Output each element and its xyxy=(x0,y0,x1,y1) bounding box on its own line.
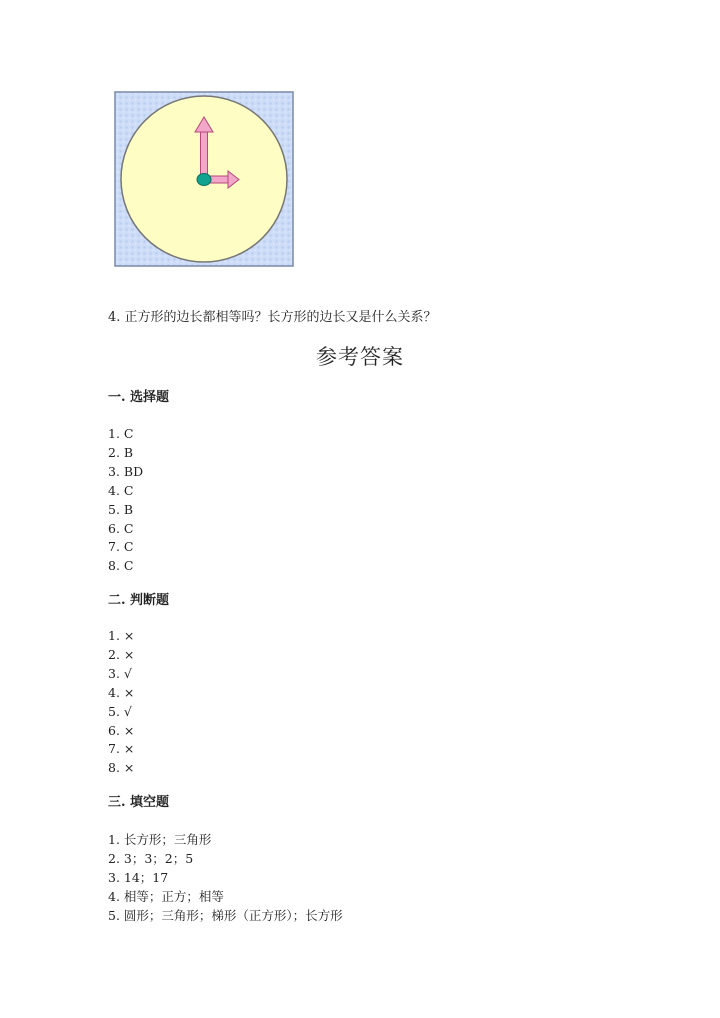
clock-illustration xyxy=(113,90,297,270)
answer-item: 3. 14；17 xyxy=(108,869,169,885)
answer-item: 4. C xyxy=(108,482,134,498)
answer-item: 8. × xyxy=(108,760,135,776)
answer-item: 1. C xyxy=(108,426,134,441)
answer-item: 6. C xyxy=(108,520,134,536)
answer-list-true-false xyxy=(108,627,134,778)
section-heading-multiple-choice: 一. 选择题 xyxy=(108,390,170,405)
answer-item: 5. √ xyxy=(108,703,132,719)
section-heading-true-false: 二. 判断题 xyxy=(108,593,170,608)
answer-item: 5. B xyxy=(108,501,134,517)
answer-item: 4. × xyxy=(108,684,135,700)
answer-key-title: 参考答案 xyxy=(316,345,404,369)
question-4: 4. 正方形的边长都相等吗？长方形的边长又是什么关系？ xyxy=(108,310,437,325)
answer-item: 5. 圆形；三角形；梯形（正方形）；长方形 xyxy=(108,907,343,923)
answer-item: 4. 相等；正方；相等 xyxy=(108,888,224,904)
answer-item: 1. × xyxy=(108,628,135,643)
answer-list-fill-in xyxy=(108,831,343,926)
answer-item: 1. 长方形；三角形 xyxy=(108,832,212,847)
answer-item: 6. × xyxy=(108,722,135,738)
answer-item: 3. BD xyxy=(108,463,144,479)
answer-item: 3. √ xyxy=(108,665,132,681)
clock-pivot xyxy=(197,174,211,186)
answer-item: 2. B xyxy=(108,444,134,460)
answer-item: 7. C xyxy=(108,539,134,555)
answer-item: 2. 3；3；2；5 xyxy=(108,850,194,866)
answer-item: 2. × xyxy=(108,646,135,662)
section-heading-fill-in: 三. 填空题 xyxy=(108,795,170,810)
answer-item: 7. × xyxy=(108,741,135,757)
answer-list-multiple-choice xyxy=(108,425,143,576)
answer-item: 8. C xyxy=(108,558,134,574)
